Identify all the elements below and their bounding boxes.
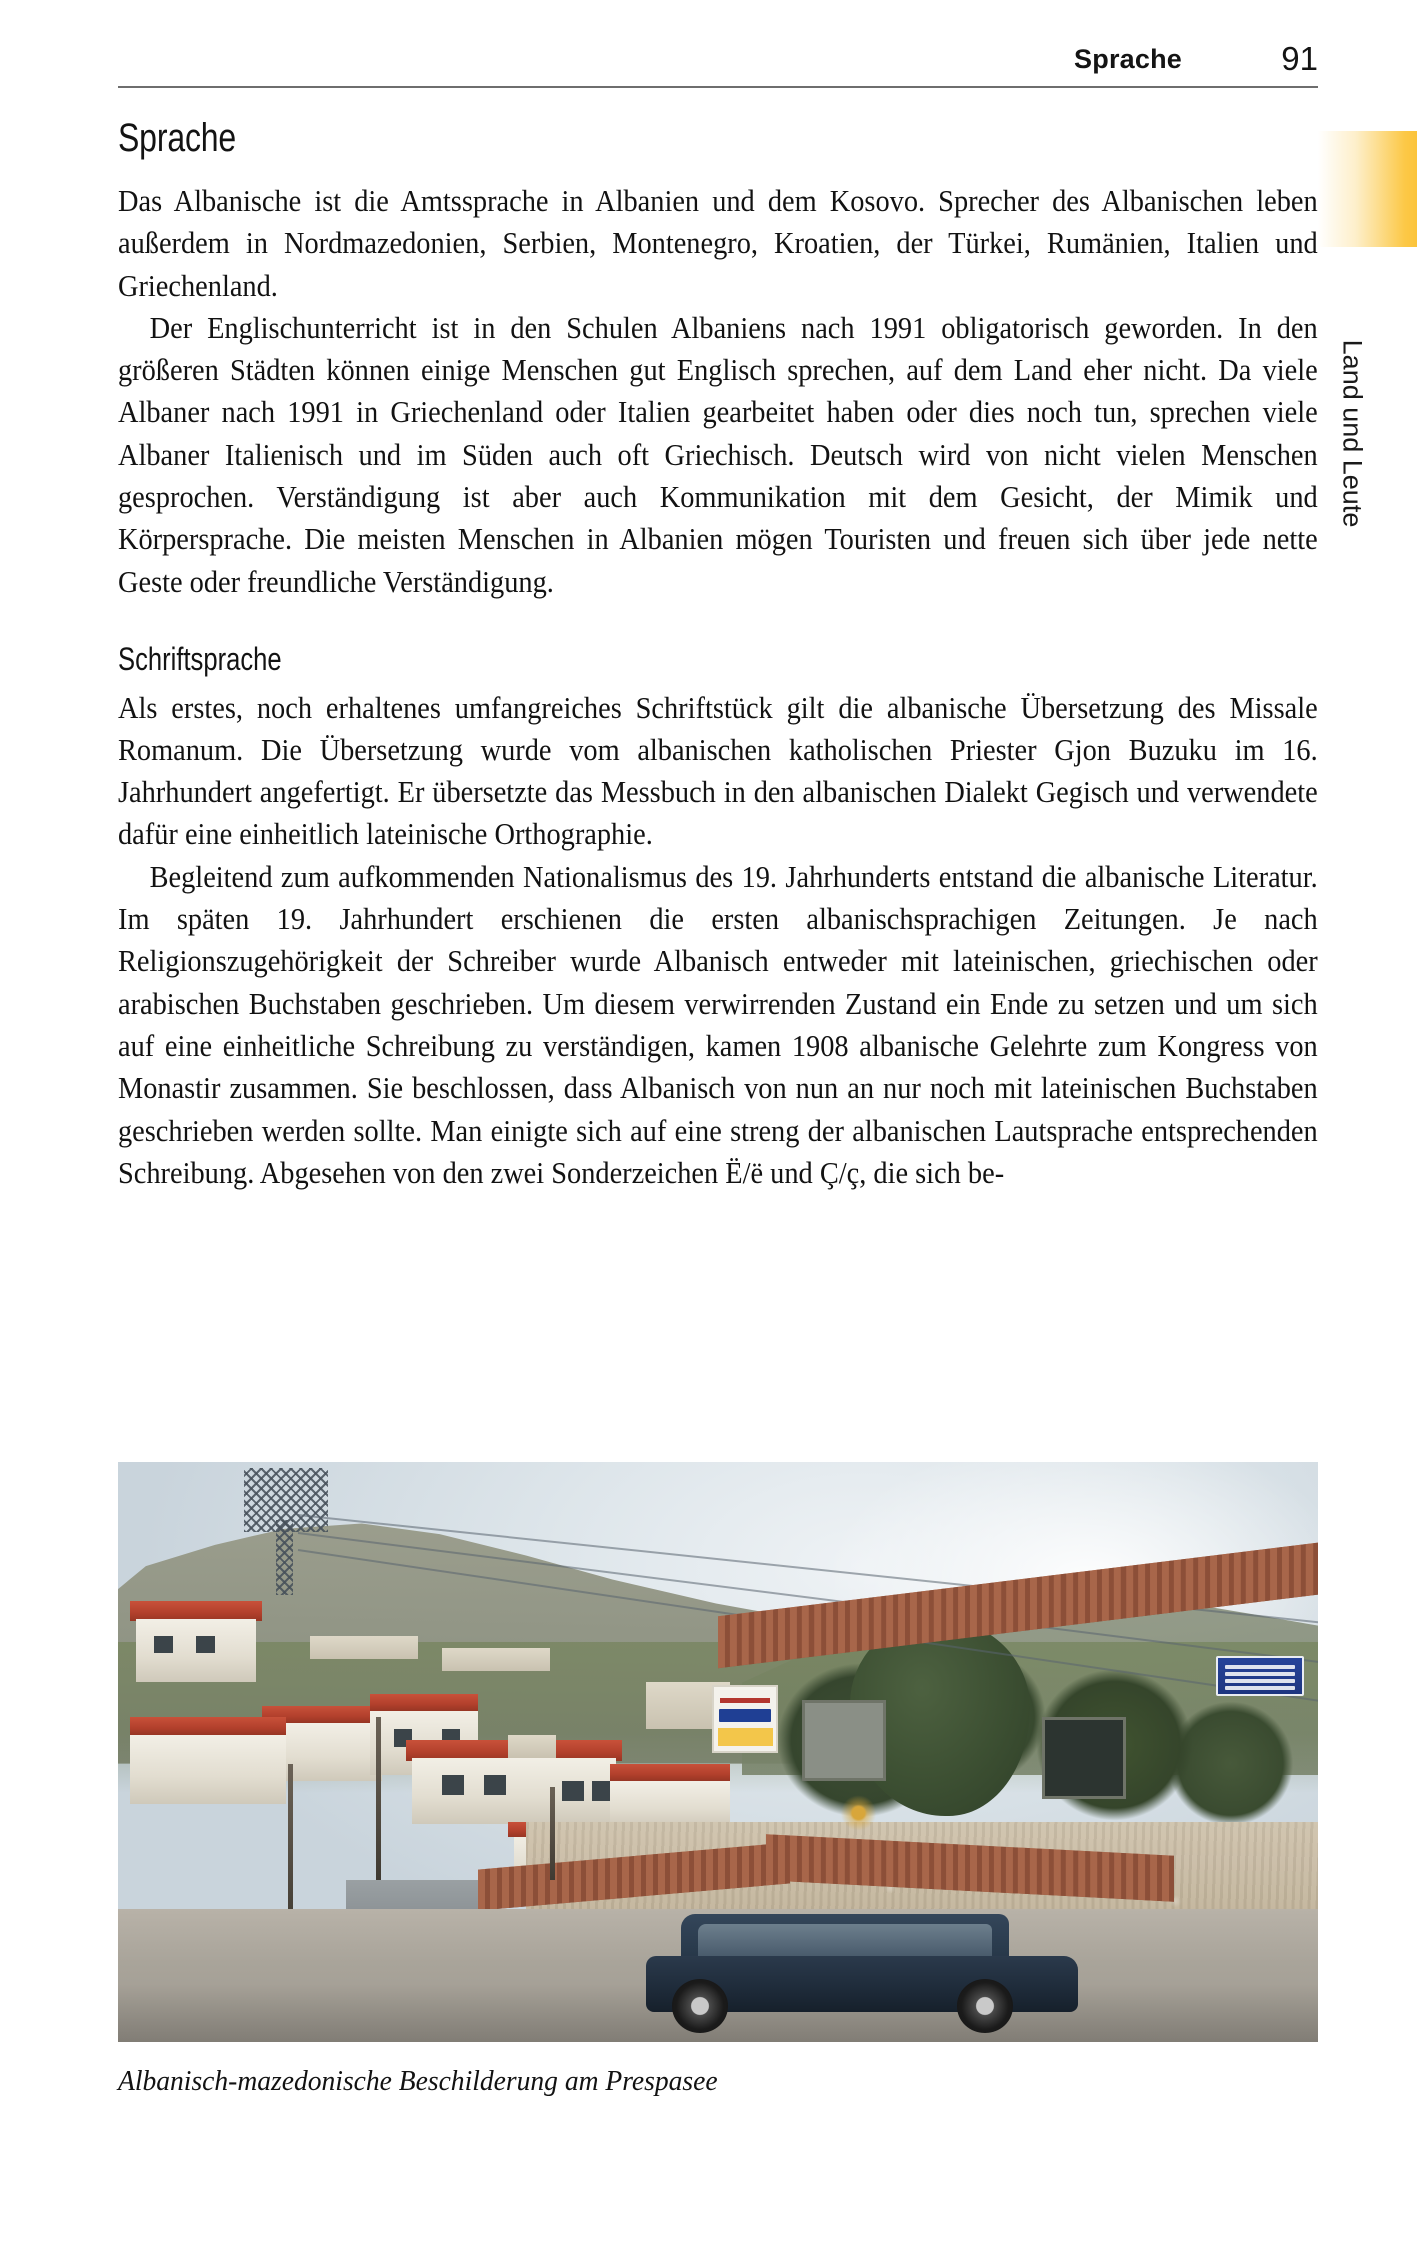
running-head: [118, 40, 1318, 92]
photo-sign-name: [719, 1709, 771, 1722]
photo-car-windows: [698, 1924, 992, 1959]
photo-restaurant-sign: [712, 1685, 778, 1753]
section-paragraph: Der Englischunterricht ist in den Schulen Albaniens nach 1991 obligatorisch geworden. In den größeren Städten können einige Menschen gut Englisch sprechen, auf dem Land eher nicht. Da viele Albaner nach 1991 in Griechenland oder Italien gearbeitet haben oder dies noch tun, sprechen viele Albaner Italienisch und im Süden auch oft Griechisch. Deutsch wird von nicht vielen Menschen gesprochen. Verständigung ist aber auch Kommunikation mit dem Gesicht, der Mimik und Körpersprache. Die meisten Menschen in Albanien mögen Touristen und freuen sich über jede nette Geste oder freundliche Verständigung.: [118, 310, 1318, 599]
photo-window: [1042, 1717, 1126, 1798]
figure-caption: Albanisch-mazedonische Beschilderung am Prespasee: [118, 2065, 718, 2097]
photo-house-roof: [610, 1764, 730, 1781]
photo-car-wheel: [957, 1979, 1013, 2032]
thumb-tab-text: Land und Leute: [1337, 339, 1368, 528]
photo-house-roof: [370, 1694, 478, 1711]
photo-window: [562, 1781, 584, 1801]
page-number: 91: [1281, 40, 1318, 77]
photo-house-wall: [130, 1735, 286, 1805]
text-column: [118, 118, 1318, 1194]
photo-house-wall: [610, 1781, 730, 1827]
photo-sign-footer: [718, 1728, 773, 1746]
thumb-tab-marker: [1318, 131, 1417, 247]
photo-sign-line: [1225, 1679, 1296, 1683]
subsection-paragraph: Begleitend zum aufkommenden Nationalismus des 19. Jahrhunderts entstand die albanische Literatur. Im späten 19. Jahrhundert erschienen die ersten albanischsprachigen Zeitungen. Je nach Religionszugehörigkeit der Schreiber wurde Albanisch entweder mit lateinischen, griechischen oder arabischen Buchstaben geschrieben. Um diesem verwirrenden Zustand ein Ende zu setzen und um sich auf eine einheitliche Schreibung zu verständigen, kamen 1908 albanische Gelehrte zum Kongress von Monastir zusammen. Sie beschlossen, dass Albanisch von nun an nur noch mit lateinischen Buchstaben geschrieben werden sollte. Man einigte sich auf eine streng der albanischen Lautsprache entsprechenden Schreibung. Abgesehen von den zwei Sonderzeichen Ë/ë und Ç/ç, die sich be-: [118, 859, 1318, 1190]
photo-car: [646, 1914, 1078, 2030]
section-paragraph: Das Albanische ist die Amtssprache in Albanien und dem Kosovo. Sprecher des Albanischen leben außerdem in Nordmazedonien, Serbien, Montenegro, Kroatien, der Türkei, Rumänien, Italien und Griechenland.: [118, 184, 1318, 303]
photo-window: [442, 1775, 464, 1795]
photo-house-roof: [130, 1717, 286, 1734]
subsection-paragraph: Als erstes, noch erhaltenes umfangreiches Schriftstück gilt die albanische Übersetzung des Missale Romanum. Die Übersetzung wurde vom albanischen katholischen Priester Gjon Buzuku im 16. Jahrhundert angefertigt. Er übersetzte das Messbuch in den albanischen Dialekt Gegisch und verwendete dafür eine einheitlich lateinische Orthographie.: [118, 690, 1318, 852]
photo-window: [154, 1636, 173, 1653]
photo-utility-pole: [376, 1717, 381, 1879]
photo-window: [802, 1700, 886, 1781]
photo-house-wall: [442, 1648, 550, 1671]
photo-sign-line: [1225, 1665, 1296, 1669]
photo-car-wheel: [672, 1979, 728, 2032]
photo-window: [484, 1775, 506, 1795]
subsection-heading: Schriftsprache: [118, 640, 282, 677]
photo-sign-subtext: [720, 1698, 770, 1703]
photo-street-sign: [1216, 1656, 1304, 1696]
thumb-tab-label: [1332, 300, 1372, 590]
photo-house-wall: [310, 1636, 418, 1659]
header-divider: [118, 86, 1318, 88]
photo-window: [196, 1636, 215, 1653]
photo-wall-ornament: [838, 1793, 879, 1834]
photo-house-gable: [508, 1735, 556, 1758]
photo-utility-pole: [550, 1787, 555, 1880]
photo-sign-line: [1225, 1672, 1296, 1676]
photo-pylon-mast: [276, 1520, 293, 1595]
section-heading: Sprache: [118, 116, 237, 160]
figure-village-photo: [118, 1462, 1318, 2099]
photo-image: [118, 1462, 1318, 2042]
running-head-title: Sprache: [1074, 44, 1182, 74]
photo-sign-line: [1225, 1686, 1296, 1690]
